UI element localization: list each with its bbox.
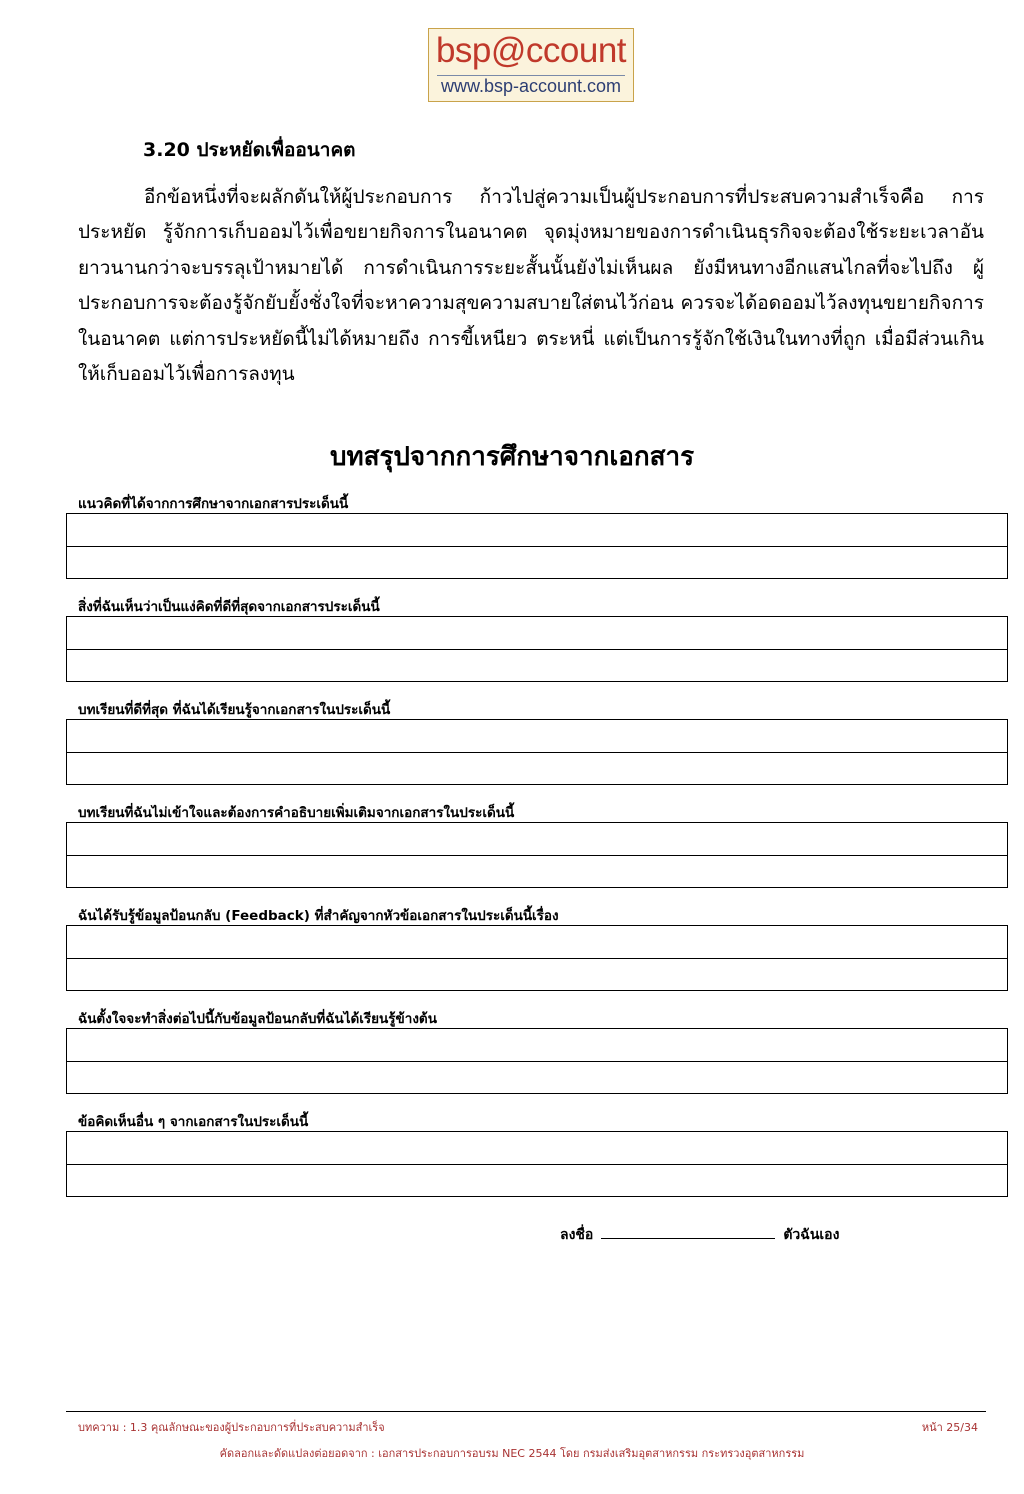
signature-label: ลงชื่อ <box>560 1227 594 1243</box>
signature-row <box>560 1224 839 1246</box>
footer-article: บทความ : 1.3 คุณลักษณะของผู้ประกอบการที่ประสบความสำเร็จ <box>78 1421 385 1434</box>
question-label-3: บทเรียนที่ดีที่สุด ที่ฉันได้เรียนรู้จากเอกสารในประเด็นนี้ <box>78 702 391 718</box>
logo-url: www.bsp-account.com <box>440 76 622 96</box>
answer-divider <box>67 752 1007 753</box>
signature-line[interactable] <box>601 1226 775 1239</box>
section-paragraph: อีกข้อหนึ่งที่จะผลักดันให้ผู้ประกอบการ ก้าวไปสู่ความเป็นผู้ประกอบการที่ประสบความสำเร็จคือ การประหยัด รู้จักการเก็บออมไว้เพื่อขยายกิจการในอนาคต จุดมุ่งหมายของการดำเนินธุรกิจจะต้องใช้ระยะเวลาอันยาวนานกว่าจะบรรลุเป้าหมายได้ การดำเนินการระยะสั้นนั้นยังไม่เห็นผล ยังมีหนทางอีกแสนไกลที่จะไปถึง ผู้ประกอบการจะต้องรู้จักยับยั้งชั่งใจที่จะหาความสุขความสบายใส่ตนไว้ก่อน ควรจะได้อดออมไว้ลงทุนขยายกิจการในอนาคต แต่การประหยัดนี้ไม่ได้หมายถึง การขี้เหนียว ตระหนี่ แต่เป็นการรู้จักใช้เงินในทางที่ถูก เมื่อมีส่วนเกินให้เก็บออมไว้เพื่อการลงทุน <box>78 186 984 386</box>
question-label-5: ฉันได้รับรู้ข้อมูลป้อนกลับ (Feedback) ที่สำคัญจากหัวข้อเอกสารในประเด็นนี้เรื่อง <box>78 908 559 924</box>
answer-divider <box>67 855 1007 856</box>
answer-box-6[interactable] <box>66 1028 1008 1094</box>
answer-divider <box>67 1164 1007 1165</box>
footer-page-number: หน้า 25/34 <box>921 1421 978 1434</box>
question-label-7: ข้อคิดเห็นอื่น ๆ จากเอกสารในประเด็นนี้ <box>78 1114 309 1130</box>
footer-divider <box>66 1411 986 1412</box>
answer-box-4[interactable] <box>66 822 1008 888</box>
question-label-2: สิ่งที่ฉันเห็นว่าเป็นแง่คิดที่ดีที่สุดจากเอกสารประเด็นนี้ <box>78 599 380 615</box>
answer-box-5[interactable] <box>66 925 1008 991</box>
question-label-6: ฉันตั้งใจจะทำสิ่งต่อไปนี้กับข้อมูลป้อนกลับที่ฉันได้เรียนรู้ข้างต้น <box>78 1011 437 1027</box>
summary-heading: บทสรุปจากการศึกษาจากเอกสาร <box>329 442 695 472</box>
answer-divider <box>67 649 1007 650</box>
answer-box-3[interactable] <box>66 719 1008 785</box>
answer-divider <box>67 546 1007 547</box>
answer-box-2[interactable] <box>66 616 1008 682</box>
logo-brand: bsp@ccount <box>435 31 627 70</box>
answer-box-7[interactable] <box>66 1131 1008 1197</box>
answer-box-1[interactable] <box>66 513 1008 579</box>
answer-divider <box>67 958 1007 959</box>
company-logo <box>428 28 634 102</box>
question-label-1: แนวคิดที่ได้จากการศึกษาจากเอกสารประเด็นนี้ <box>78 496 349 512</box>
section-title: 3.20 ประหยัดเพื่ออนาคต <box>143 139 356 161</box>
footer-source: คัดลอกและดัดแปลงต่อยอดจาก : เอกสารประกอบการอบรม NEC 2544 โดย กรมส่งเสริมอุตสาหกรรม กระทรวงอุตสาหกรรม <box>219 1447 805 1460</box>
signature-suffix: ตัวฉันเอง <box>783 1227 840 1243</box>
answer-divider <box>67 1061 1007 1062</box>
question-label-4: บทเรียนที่ฉันไม่เข้าใจและต้องการคำอธิบายเพิ่มเติมจากเอกสารในประเด็นนี้ <box>78 805 515 821</box>
